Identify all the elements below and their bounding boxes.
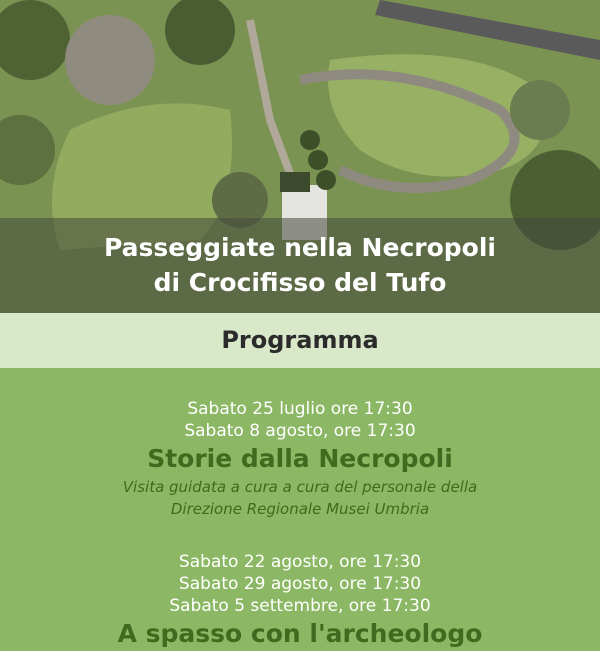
event-block-1 [0, 398, 600, 520]
program-heading: Programma [0, 313, 600, 368]
event-2-date-2: Sabato 29 agosto, ore 17:30 [178, 574, 422, 594]
poster-title-line-2: di Crocifisso del Tufo [153, 268, 447, 297]
poster-title-line-1: Passeggiate nella Necropoli [104, 233, 496, 262]
event-block-2 [0, 551, 600, 651]
event-2-date-1: Sabato 22 agosto, ore 17:30 [178, 552, 422, 572]
event-1-description-line-2: Direzione Regionale Musei Umbria [170, 500, 430, 518]
event-1-description-line-1: Visita guidata a cura a cura del personale della [122, 478, 478, 496]
event-1-date-2: Sabato 8 agosto, ore 17:30 [184, 421, 416, 441]
event-1-title: Storie dalla Necropoli [147, 444, 453, 473]
event-2-date-3: Sabato 5 settembre, ore 17:30 [169, 596, 431, 616]
event-2-title: A spasso con l'archeologo [117, 619, 483, 648]
program-content [0, 368, 600, 648]
event-1-date-1: Sabato 25 luglio ore 17:30 [187, 399, 413, 419]
title-band [0, 218, 600, 313]
